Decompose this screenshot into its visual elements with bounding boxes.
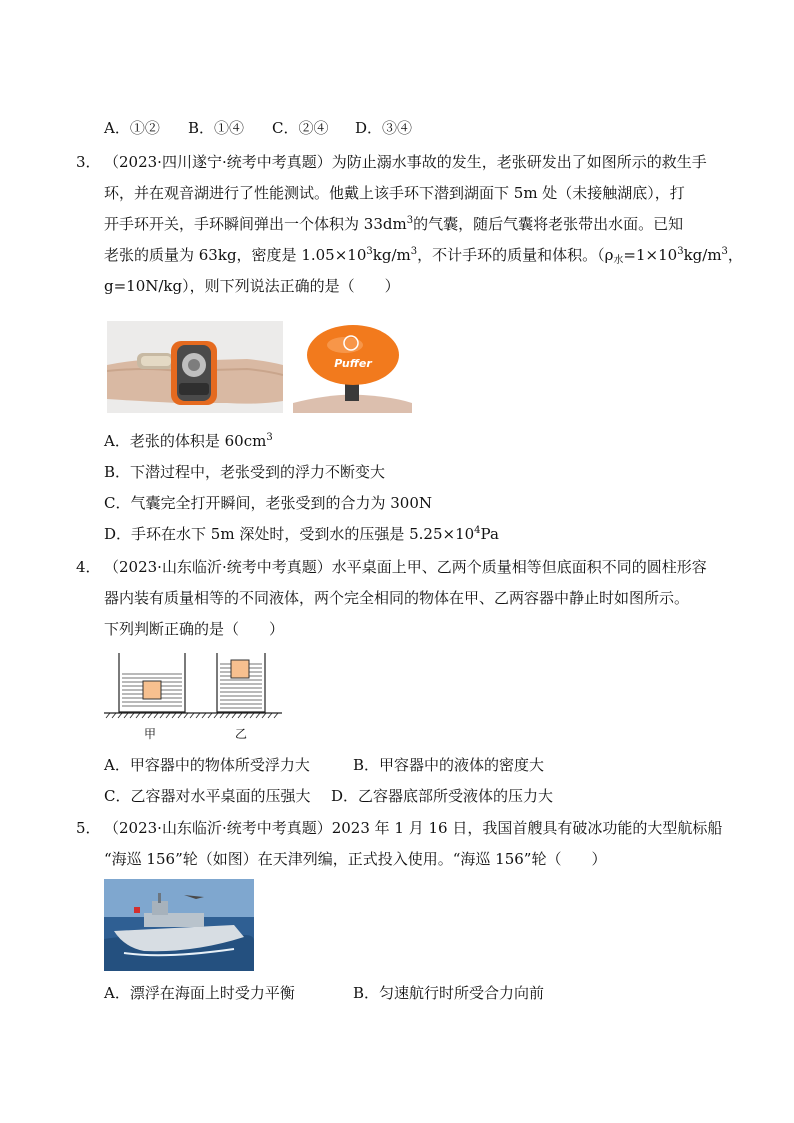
question-5-option-b: B．匀速航行时所受合力向前: [353, 984, 545, 1002]
question-4-line-3: 下列判断正确的是（ ）: [104, 620, 285, 638]
question-5-line-1: （2023·山东临沂·统考中考真题）2023 年 1 月 16 日，我国首艘具有破冰功能的大型航标船: [104, 819, 723, 837]
option-a: A．①②: [104, 119, 160, 137]
question-4-option-c: C．乙容器对水平桌面的压强大: [104, 787, 311, 805]
question-3-option-d: D．手环在水下 5m 深处时，受到水的压强是 $5.25\times 10^4Pa$: [104, 525, 499, 543]
question-5-number: 5．: [76, 819, 101, 837]
question-4-option-d: D．乙容器底部所受液体的压力大: [331, 787, 554, 805]
question-4-line-1: （2023·山东临沂·统考中考真题）水平桌面上甲、乙两个质量相等但底面积不同的圆柱形容: [104, 558, 707, 576]
puffer-logo-text: Puffer: [334, 357, 372, 370]
option-c: C．②④: [272, 119, 329, 137]
question-3-line-5: g=10N/kg），则下列说法正确的是（ ）: [104, 277, 400, 295]
question-3-number: 3．: [76, 153, 101, 171]
question-3-line-1: （2023·四川遂宁·统考中考真题）为防止溺水事故的发生，老张研发出了如图所示的救生手: [104, 153, 707, 171]
question-3-line-2: 环，并在观音湖进行了性能测试。他戴上该手环下潜到湖面下 5m 处（未接触湖底），打: [104, 184, 685, 202]
wristband-photo: [107, 321, 283, 413]
question-3-option-a: A．老张的体积是 $60cm^3$: [104, 432, 273, 450]
question-3-option-b: B．下潜过程中，老张受到的浮力不断变大: [104, 463, 386, 481]
question-5-option-a: A．漂浮在海面上时受力平衡: [104, 984, 295, 1002]
question-4-line-2: 器内装有质量相等的不同液体，两个完全相同的物体在甲、乙两容器中静止时如图所示。: [104, 589, 690, 607]
option-b: B．①④: [188, 119, 245, 137]
question-4-number: 4．: [76, 558, 101, 576]
ship-photo: [104, 879, 254, 971]
question-3-option-c: C．气囊完全打开瞬间，老张受到的合力为 300N: [104, 494, 433, 512]
option-d: D．③④: [355, 119, 413, 137]
inflated-airbag-photo: [293, 321, 412, 413]
question-5-line-2: “海巡 156”轮（如图）在天津列编，正式投入使用。“海巡 156”轮（ ）: [104, 850, 607, 868]
question-4-option-b: B．甲容器中的液体的密度大: [353, 756, 545, 774]
question-3-line-3: 开手环开关，手环瞬间弹出一个体积为 $33dm^3$的气囊，随后气囊将老张带出水面。已知: [104, 215, 684, 233]
question-4-option-a: A．甲容器中的物体所受浮力大: [104, 756, 310, 774]
containers-diagram: [104, 650, 284, 745]
question-3-line-4: 老张的质量为 63kg，密度是 $1.05\times 10^3kg/m^3$，不计手环的质量和体积。（$\rho_水=1\times 10^3kg/m^3$，: [104, 246, 743, 266]
container-yi-label: 乙: [235, 727, 248, 741]
container-jia-label: 甲: [144, 727, 157, 741]
